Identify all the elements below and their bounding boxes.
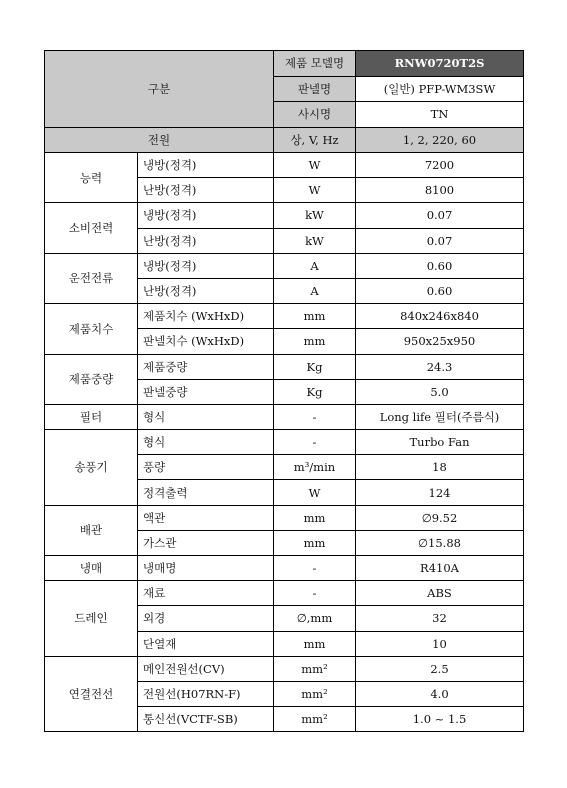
spec-unit: - <box>274 556 356 581</box>
power-label: 전원 <box>45 127 274 153</box>
spec-item: 난방(정격) <box>138 278 274 303</box>
spec-unit: mm <box>274 530 356 555</box>
spec-unit: A <box>274 278 356 303</box>
spec-item: 난방(정격) <box>138 178 274 203</box>
group-label: 드레인 <box>45 581 138 657</box>
group-label: 필터 <box>45 404 138 429</box>
spec-item: 풍량 <box>138 455 274 480</box>
spec-unit: kW <box>274 228 356 253</box>
spec-row <box>45 404 524 429</box>
spec-value: 840x246x840 <box>356 304 524 329</box>
spec-item: 재료 <box>138 581 274 606</box>
spec-item: 액관 <box>138 505 274 530</box>
spec-row <box>45 505 524 530</box>
spec-item: 난방(정격) <box>138 228 274 253</box>
spec-value: 8100 <box>356 178 524 203</box>
spec-item: 판넬중량 <box>138 379 274 404</box>
spec-row <box>45 556 524 581</box>
spec-unit: - <box>274 404 356 429</box>
spec-value: ∅15.88 <box>356 530 524 555</box>
spec-value: 0.07 <box>356 203 524 228</box>
spec-unit: mm² <box>274 681 356 706</box>
spec-unit: mm <box>274 329 356 354</box>
spec-value: Long life 필터(주름식) <box>356 404 524 429</box>
group-label: 운전전류 <box>45 253 138 303</box>
spec-row <box>45 253 524 278</box>
group-label: 제품치수 <box>45 304 138 354</box>
spec-row <box>45 153 524 178</box>
model-label: 제품 모델명 <box>274 51 356 77</box>
group-label: 냉매 <box>45 556 138 581</box>
model-value: RNW0720T2S <box>356 51 524 77</box>
spec-value: 0.07 <box>356 228 524 253</box>
spec-value: 32 <box>356 606 524 631</box>
spec-unit: mm <box>274 631 356 656</box>
spec-value: 0.60 <box>356 278 524 303</box>
spec-value: 7200 <box>356 153 524 178</box>
spec-value: 1.0 ~ 1.5 <box>356 707 524 732</box>
spec-unit: W <box>274 480 356 505</box>
power-row <box>45 127 524 153</box>
group-label: 배관 <box>45 505 138 555</box>
group-label: 능력 <box>45 153 138 203</box>
spec-value: 4.0 <box>356 681 524 706</box>
spec-row <box>45 203 524 228</box>
spec-unit: mm² <box>274 656 356 681</box>
spec-unit: mm <box>274 304 356 329</box>
spec-row <box>45 304 524 329</box>
category-header: 구분 <box>45 51 274 128</box>
spec-unit: Kg <box>274 379 356 404</box>
spec-item: 형식 <box>138 404 274 429</box>
spec-unit: - <box>274 430 356 455</box>
spec-item: 냉매명 <box>138 556 274 581</box>
chassis-value: TN <box>356 102 524 128</box>
spec-unit: A <box>274 253 356 278</box>
spec-item: 메인전원선(CV) <box>138 656 274 681</box>
spec-value: ∅9.52 <box>356 505 524 530</box>
spec-value: 124 <box>356 480 524 505</box>
spec-item: 판넬치수 (WxHxD) <box>138 329 274 354</box>
spec-unit: kW <box>274 203 356 228</box>
spec-item: 냉방(정격) <box>138 253 274 278</box>
spec-item: 전원선(H07RN-F) <box>138 681 274 706</box>
panel-value: (일반) PFP-WM3SW <box>356 76 524 102</box>
spec-value: 18 <box>356 455 524 480</box>
spec-value: 10 <box>356 631 524 656</box>
spec-value: 0.60 <box>356 253 524 278</box>
spec-row <box>45 656 524 681</box>
spec-value: 950x25x950 <box>356 329 524 354</box>
group-label: 송풍기 <box>45 430 138 506</box>
spec-item: 냉방(정격) <box>138 153 274 178</box>
spec-unit: Kg <box>274 354 356 379</box>
spec-value: R410A <box>356 556 524 581</box>
spec-table <box>44 50 524 732</box>
group-label: 제품중량 <box>45 354 138 404</box>
spec-unit: - <box>274 581 356 606</box>
header-row-model <box>45 51 524 77</box>
spec-item: 단열재 <box>138 631 274 656</box>
spec-value: Turbo Fan <box>356 430 524 455</box>
group-label: 소비전력 <box>45 203 138 253</box>
spec-item: 통신선(VCTF-SB) <box>138 707 274 732</box>
spec-item: 냉방(정격) <box>138 203 274 228</box>
spec-value: 24.3 <box>356 354 524 379</box>
spec-unit: m³/min <box>274 455 356 480</box>
spec-row <box>45 354 524 379</box>
spec-unit: mm <box>274 505 356 530</box>
spec-value: 2.5 <box>356 656 524 681</box>
spec-item: 정격출력 <box>138 480 274 505</box>
spec-item: 제품중량 <box>138 354 274 379</box>
spec-item: 형식 <box>138 430 274 455</box>
spec-table-body <box>45 51 524 732</box>
panel-label: 판넬명 <box>274 76 356 102</box>
spec-value: 5.0 <box>356 379 524 404</box>
spec-row <box>45 430 524 455</box>
spec-item: 외경 <box>138 606 274 631</box>
spec-unit: W <box>274 178 356 203</box>
chassis-label: 사시명 <box>274 102 356 128</box>
spec-value: ABS <box>356 581 524 606</box>
group-label: 연결전선 <box>45 656 138 732</box>
spec-row <box>45 581 524 606</box>
spec-item: 가스관 <box>138 530 274 555</box>
spec-unit: ∅,mm <box>274 606 356 631</box>
spec-unit: W <box>274 153 356 178</box>
spec-unit: mm² <box>274 707 356 732</box>
power-value: 1, 2, 220, 60 <box>356 127 524 153</box>
spec-item: 제품치수 (WxHxD) <box>138 304 274 329</box>
power-unit: 상, V, Hz <box>274 127 356 153</box>
